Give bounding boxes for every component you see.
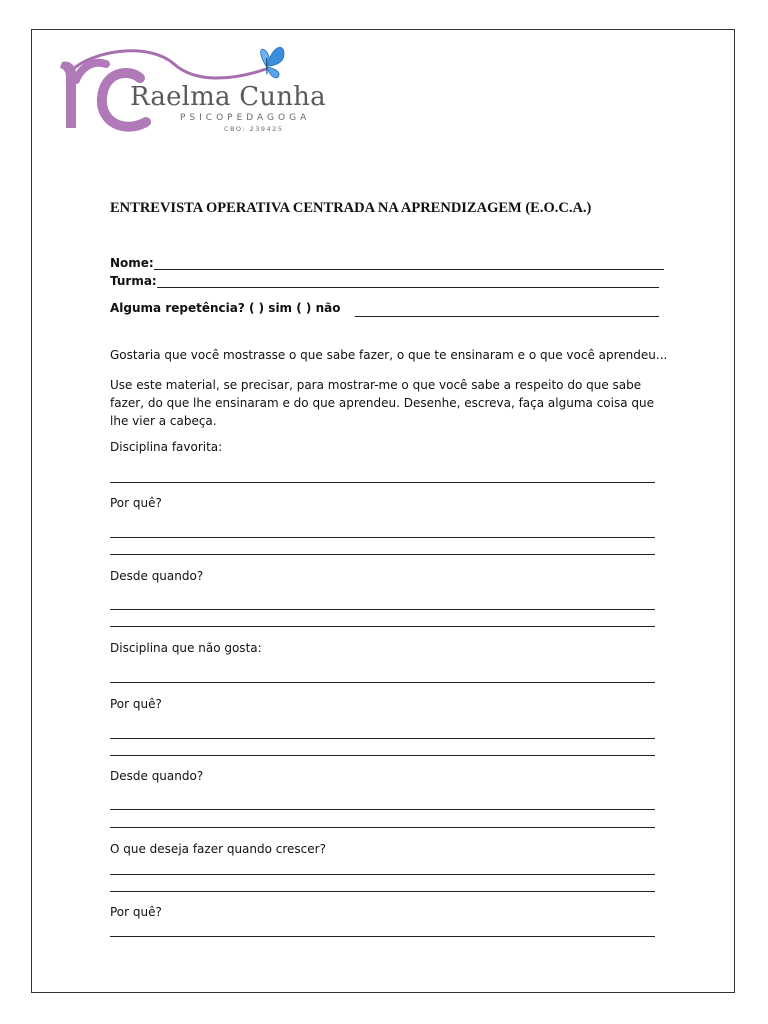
intro-paragraph-1: Gostaria que você mostrasse o que sabe fazer, o que te ensinaram e o que você aprendeu... xyxy=(110,348,668,362)
logo-cbo: CBO: 239425 xyxy=(224,125,284,133)
answer-line[interactable] xyxy=(110,874,655,875)
question-label: Por quê? xyxy=(110,905,162,919)
question-label: Desde quando? xyxy=(110,769,204,783)
class-blank[interactable] xyxy=(157,275,659,288)
answer-line[interactable] xyxy=(110,482,655,483)
answer-line[interactable] xyxy=(110,682,655,683)
form-page xyxy=(31,29,735,993)
question-label: Por quê? xyxy=(110,496,162,510)
class-field[interactable] xyxy=(110,274,659,288)
question-label: O que deseja fazer quando crescer? xyxy=(110,842,326,856)
class-label: Turma: xyxy=(110,274,157,288)
question-label: Disciplina que não gosta: xyxy=(110,641,262,655)
answer-line[interactable] xyxy=(110,738,655,739)
repetition-question[interactable]: Alguma repetência? ( ) sim ( ) não xyxy=(110,301,341,315)
answer-line[interactable] xyxy=(110,827,655,828)
logo-name: Raelma Cunha xyxy=(130,82,326,112)
answer-line[interactable] xyxy=(110,809,655,810)
repetition-blank[interactable] xyxy=(355,316,659,317)
name-field[interactable] xyxy=(110,256,664,270)
answer-line[interactable] xyxy=(110,626,655,627)
question-label: Desde quando? xyxy=(110,569,204,583)
answer-line[interactable] xyxy=(110,537,655,538)
answer-line[interactable] xyxy=(110,755,655,756)
name-blank[interactable] xyxy=(154,257,664,270)
intro-paragraph-2: Use este material, se precisar, para mostrar-me o que você sabe a respeito do que sabe fazer, do que lhe ensinaram e do que aprendeu. Desenhe, escreva, faça alguma coisa que lhe vier a cabeça. xyxy=(110,378,654,428)
answer-line[interactable] xyxy=(110,554,655,555)
question-label: Por quê? xyxy=(110,697,162,711)
brand-logo xyxy=(54,42,354,134)
name-label: Nome: xyxy=(110,256,154,270)
logo-profession: PSICOPEDAGOGA xyxy=(180,113,311,123)
answer-line[interactable] xyxy=(110,936,655,937)
document-title: ENTREVISTA OPERATIVA CENTRADA NA APRENDIZAGEM (E.O.C.A.) xyxy=(110,200,592,216)
answer-line[interactable] xyxy=(110,609,655,610)
question-label: Disciplina favorita: xyxy=(110,440,223,454)
answer-line[interactable] xyxy=(110,891,655,892)
